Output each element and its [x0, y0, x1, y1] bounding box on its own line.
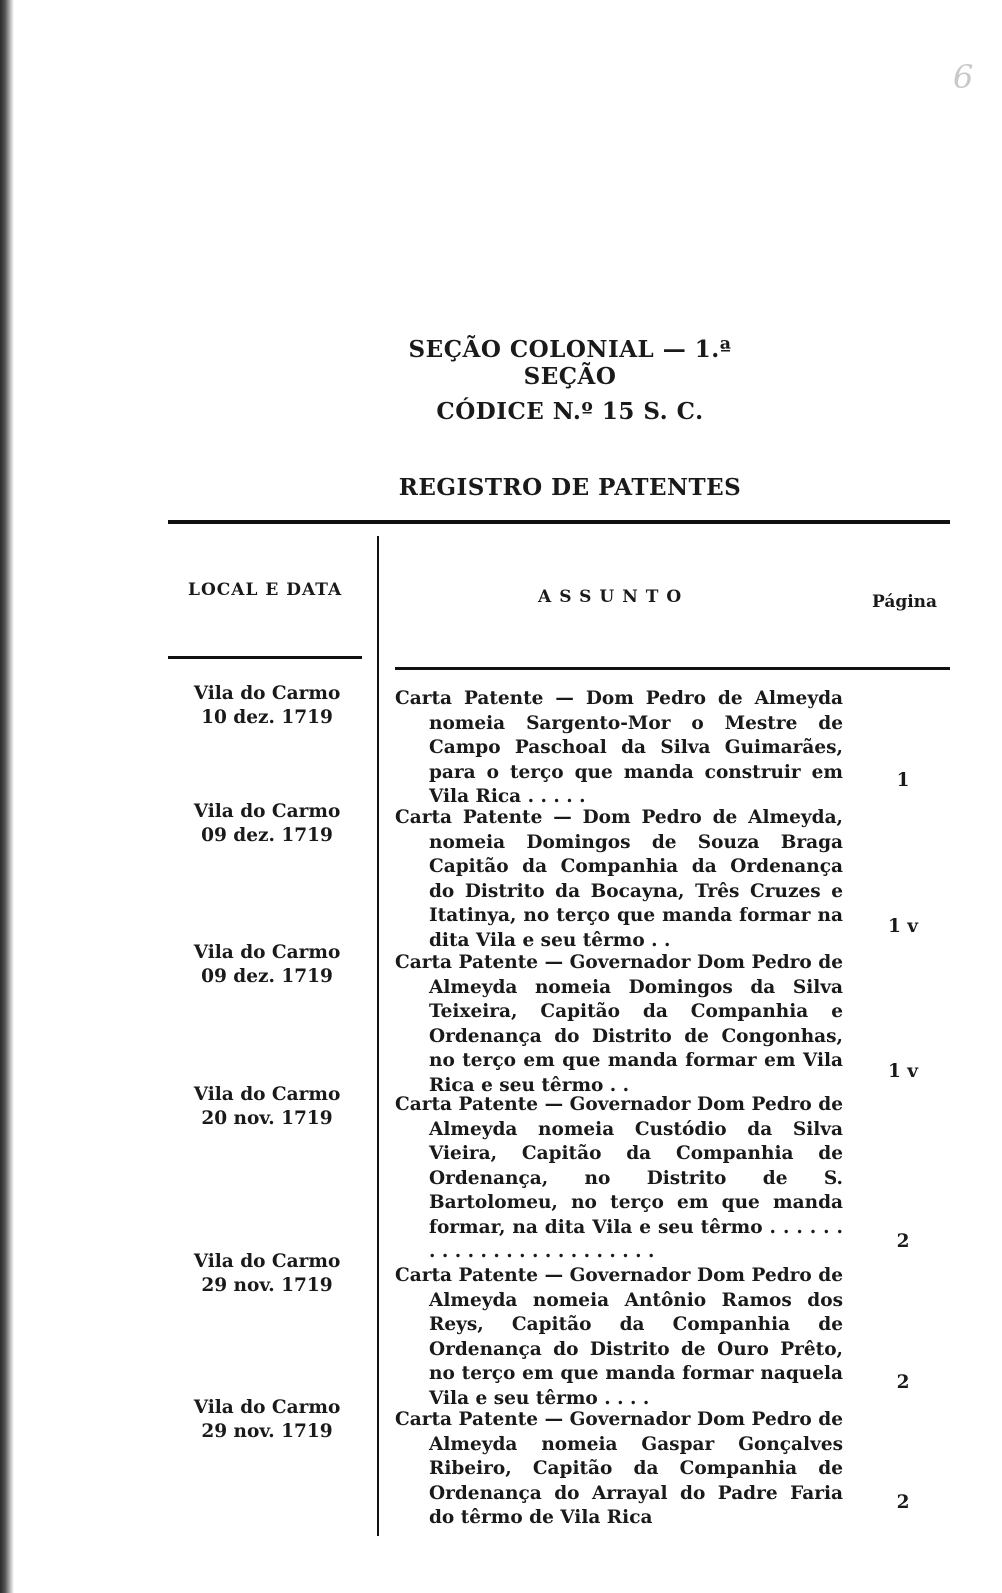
entry-date: 20 nov. 1719: [201, 1108, 333, 1129]
entry-page: 1: [896, 770, 910, 791]
register-title: REGISTRO DE PATENTES: [398, 474, 742, 501]
entry-page: 1 v: [887, 916, 919, 937]
section-heading: SEÇÃO COLONIAL — 1.ª SEÇÃO: [408, 336, 732, 390]
binding-edge: [0, 0, 14, 1593]
top-rule: [168, 520, 950, 524]
entry-place: Vila do Carmo: [193, 1251, 341, 1272]
entry-place: Vila do Carmo: [193, 1084, 341, 1105]
entry-page: 2: [896, 1372, 910, 1393]
page-mark: 6: [953, 58, 974, 96]
codex-heading: CÓDICE N.º 15 S. C.: [436, 398, 704, 425]
header-rule-right: [395, 667, 950, 670]
entry-page: 2: [896, 1231, 910, 1252]
entry-subject: Carta Patente — Dom Pedro de Almeyda, nomeia Domingos de Souza Braga Capitão da Companhia da Ordenança do Distrito da Bocayna, Três Cruzes e Itatinya, no terço que manda formar na dita Vila e seu têrmo . .: [395, 807, 843, 951]
entry-page: 1 v: [887, 1061, 919, 1082]
entry-subject: Carta Patente — Governador Dom Pedro de Almeyda nomeia Custódio da Silva Vieira, Capitão da Companhia de Ordenança, no Distrito de S. Bartolomeu, no terço em que manda formar, na dita Vila e seu têrmo . . . . . . . . . . . . . . . . . . . . . . . .: [395, 1094, 843, 1262]
column-header-pagina: Página: [872, 592, 938, 612]
entry-page: 2: [896, 1492, 910, 1513]
entry-place: Vila do Carmo: [193, 801, 341, 822]
header-rule-left: [168, 656, 362, 659]
column-header-local: LOCAL E DATA: [188, 580, 343, 600]
column-header-assunto: ASSUNTO: [538, 587, 690, 607]
entry-subject: Carta Patente — Governador Dom Pedro de Almeyda nomeia Domingos da Silva Teixeira, Capitão da Companhia e Ordenança do Distrito de Congonhas, no terço em que manda formar em Vila Rica e seu têrmo . .: [395, 952, 843, 1096]
entry-date: 09 dez. 1719: [201, 966, 333, 987]
entry-subject: Carta Patente — Governador Dom Pedro de Almeyda nomeia Gaspar Gonçalves Ribeiro, Capitão da Companhia de Ordenança do Arrayal do Padre Faria do têrmo de Vila Rica: [395, 1409, 843, 1528]
column-divider: [377, 536, 379, 1536]
entry-date: 09 dez. 1719: [201, 825, 333, 846]
entry-subject: Carta Patente — Governador Dom Pedro de Almeyda nomeia Antônio Ramos dos Reys, Capitão da Companhia de Ordenança do Distrito de Ouro Prêto, no terço em que manda formar naquela Vila e seu têrmo . . . .: [395, 1265, 843, 1409]
entry-place: Vila do Carmo: [193, 683, 341, 704]
entry-date: 29 nov. 1719: [201, 1275, 333, 1296]
entry-subject: Carta Patente — Dom Pedro de Almeyda nomeia Sargento-Mor o Mestre de Campo Paschoal da Silva Guimarães, para o terço que manda construir em Vila Rica . . . . .: [395, 688, 843, 807]
entry-place: Vila do Carmo: [193, 942, 341, 963]
entry-date: 10 dez. 1719: [201, 707, 333, 728]
entry-place: Vila do Carmo: [193, 1397, 341, 1418]
entry-date: 29 nov. 1719: [201, 1421, 333, 1442]
